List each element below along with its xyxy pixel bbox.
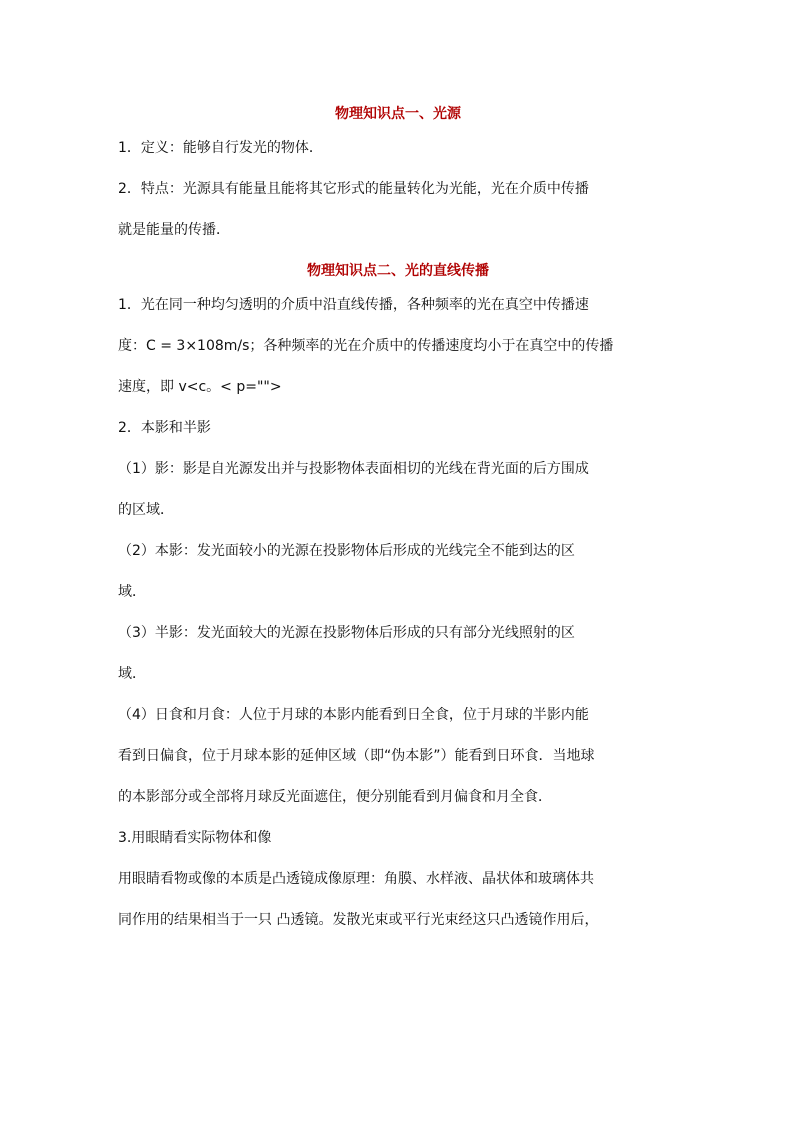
paragraph-line: （1）影：影是自光源发出并与投影物体表面相切的光线在背光面的后方围成 [118, 461, 589, 477]
paragraph-line: 域． [118, 666, 146, 682]
paragraph-line: 的本影部分或全部将月球反光面遮住，便分别能看到月偏食和月全食． [118, 789, 552, 805]
paragraph-line: 的区域． [118, 502, 174, 518]
paragraph-line: 度：C = 3×108m/s；各种频率的光在介质中的传播速度均小于在真空中的传播 [118, 338, 614, 354]
paragraph-line: 1．定义：能够自行发光的物体． [118, 140, 323, 156]
paragraph-line: （4）日食和月食：人位于月球的本影内能看到日全食，位于月球的半影内能 [118, 707, 589, 723]
paragraph-line: 用眼睛看物或像的本质是凸透镜成像原理：角膜、水样液、晶状体和玻璃体共 [118, 871, 594, 887]
paragraph-line: （3）半影：发光面较大的光源在投影物体后形成的只有部分光线照射的区 [118, 625, 575, 641]
section-heading-light-source: 物理知识点一、光源 [335, 106, 461, 122]
paragraph-line: 1．光在同一种均匀透明的介质中沿直线传播，各种频率的光在真空中传播速 [118, 297, 589, 313]
section-heading-linear-propagation: 物理知识点二、光的直线传播 [307, 263, 489, 279]
paragraph-line: 2．特点：光源具有能量且能将其它形式的能量转化为光能，光在介质中传播 [118, 181, 589, 197]
paragraph-line: 看到日偏食，位于月球本影的延伸区域（即“伪本影”）能看到日环食．当地球 [118, 748, 595, 764]
paragraph-line: 2．本影和半影 [118, 420, 211, 436]
paragraph-line: 同作用的结果相当于一只 凸透镜。发散光束或平行光束经这只凸透镜作用后， [118, 912, 599, 928]
paragraph-line: 3.用眼睛看实际物体和像 [118, 830, 272, 846]
document-content [118, 104, 678, 930]
paragraph-line: 速度，即 v<c。< p=""> [118, 379, 282, 395]
paragraph-line: （2）本影：发光面较小的光源在投影物体后形成的光线完全不能到达的区 [118, 543, 575, 559]
paragraph-line: 就是能量的传播． [118, 222, 230, 238]
paragraph-line: 域． [118, 584, 146, 600]
